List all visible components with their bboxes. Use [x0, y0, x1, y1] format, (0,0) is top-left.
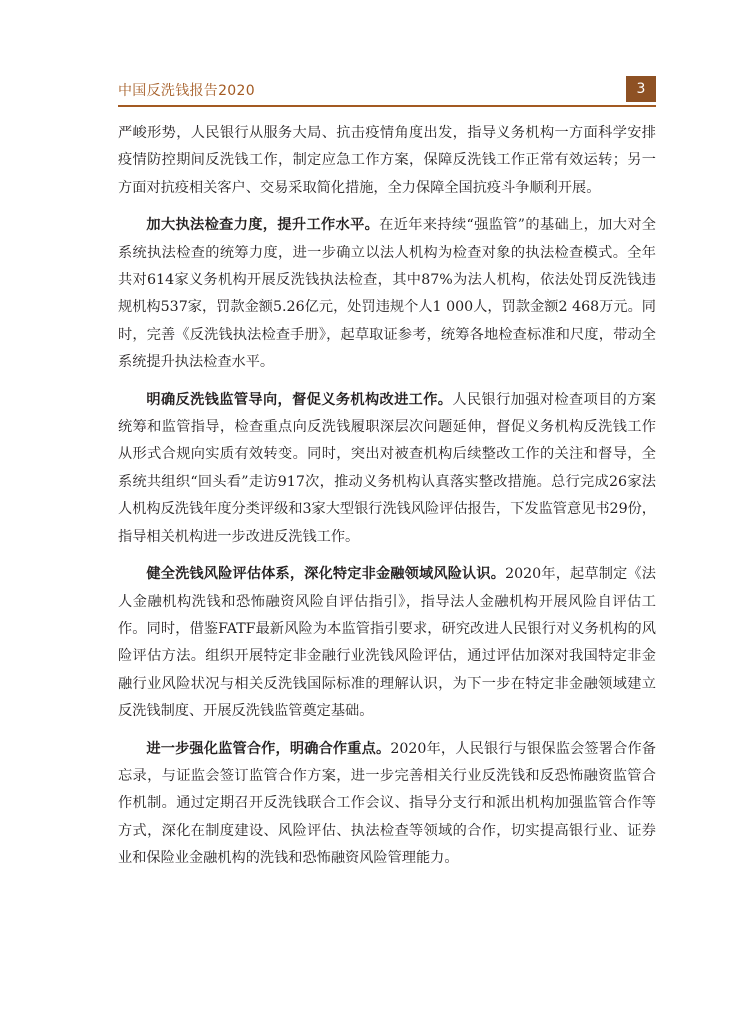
- paragraph-body: 2020年，起草制定《法人金融机构洗钱和恐怖融资风险自评估指引》，指导法人金融机构开展风险自评估工作。同时，借鉴FATF最新风险为本监管指引要求，研究改进人民银行对义务机构的风险评估方法。组织开展特定非金融行业洗钱风险评估，通过评估加深对我国特定非金融行业风险状况与相关反洗钱国际标准的理解认识，为下一步在特定非金融领域建立反洗钱制度、开展反洗钱监管奠定基础。: [118, 566, 656, 720]
- body-text: [118, 120, 656, 883]
- report-title: 中国反洗钱报告2020: [118, 83, 255, 99]
- paragraph-body: 2020年，人民银行与银保监会签署合作备忘录，与证监会签订监管合作方案，进一步完善相关行业反洗钱和反恐怖融资监管合作机制。通过定期召开反洗钱联合工作会议、指导分支行和派出机构加强监管合作等方式，深化在制度建设、风险评估、执法检查等领域的合作，切实提高银行业、证券业和保险业金融机构的洗钱和恐怖融资风险管理能力。: [118, 740, 656, 867]
- paragraph-lead: 明确反洗钱监管导向，督促义务机构改进工作。: [146, 391, 453, 408]
- paragraph-enforcement: [118, 212, 656, 376]
- paragraph-lead: 健全洗钱风险评估体系，深化特定非金融领域风险认识。: [146, 566, 506, 583]
- paragraph-supervision: [118, 387, 656, 551]
- paragraph-continuation: [118, 120, 656, 202]
- page-number-badge: 3: [626, 76, 656, 102]
- header-rule: [118, 105, 656, 107]
- paragraph-lead: 进一步强化监管合作，明确合作重点。: [146, 740, 391, 757]
- paragraph-body: 人民银行加强对检查项目的方案统筹和监管指导，检查重点向反洗钱履职深层次问题延伸，督促义务机构反洗钱工作从形式合规向实质有效转变。同时，突出对被查机构后续整改工作的关注和督导，全系统共组织“回头看”走访917次，推动义务机构认真落实整改措施。总行完成26家法人机构反洗钱年度分类评级和3家大型银行洗钱风险评估报告，下发监管意见书29份，指导相关机构进一步改进反洗钱工作。: [118, 391, 656, 545]
- paragraph-lead: 加大执法检查力度，提升工作水平。: [146, 217, 380, 234]
- paragraph-cooperation: [118, 736, 656, 873]
- paragraph-body: 严峻形势，人民银行从服务大局、抗击疫情角度出发，指导义务机构一方面科学安排疫情防控期间反洗钱工作，制定应急工作方案，保障反洗钱工作正常有效运转；另一方面对抗疫相关客户、交易采取简化措施，全力保障全国抗疫斗争顺利开展。: [118, 125, 656, 196]
- paragraph-risk-assessment: [118, 561, 656, 725]
- paragraph-body: 在近年来持续“强监管”的基础上，加大对全系统执法检查的统筹力度，进一步确立以法人机构为检查对象的执法检查模式。全年共对614家义务机构开展反洗钱执法检查，其中87%为法人机构，依法处罚反洗钱违规机构537家，罚款金额5.26亿元，处罚违规个人1 000人，罚款金额2 468万元。同时，完善《反洗钱执法检查手册》，起草取证参考，统筹各地检查标准和尺度，带动全系统提升执法检查水平。: [118, 217, 656, 371]
- running-header: [118, 76, 656, 102]
